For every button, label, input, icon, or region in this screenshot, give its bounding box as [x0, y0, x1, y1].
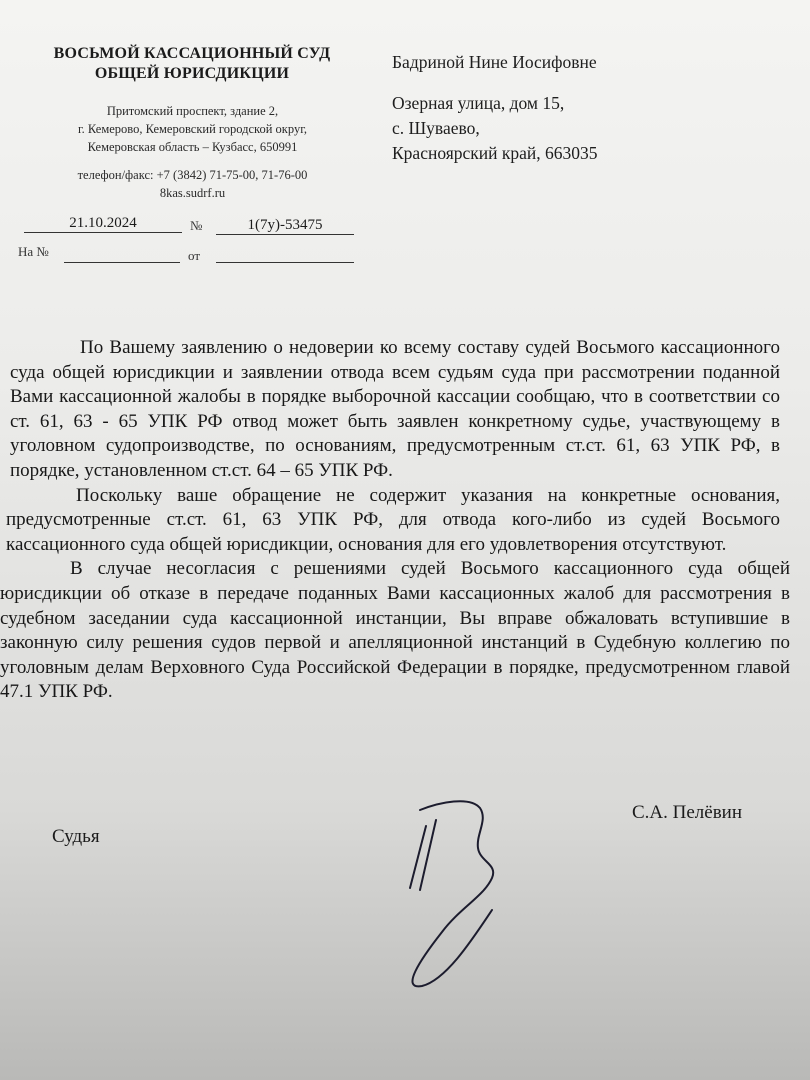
reply-from-label: от: [188, 248, 201, 263]
letter-body: [0, 336, 790, 705]
court-name-line2: ОБЩЕЙ ЮРИСДИКЦИИ: [94, 65, 290, 82]
outgoing-number: 1(7у)-53475: [216, 216, 354, 235]
judge-name: С.А. Пелёвин: [632, 802, 743, 823]
recipient-street: Озерная улица, дом 15,: [392, 93, 565, 113]
body-paragraph-3: В случае несогласия с решениями судей Восьмого кассационного суда общей юрисдикции об отказе в передаче поданных Вами кассационных жалоб для рассмотрения в судебном заседании суда кассационной инстанции, Вы вправе обжаловать вступившие в законную силу решения судов первой и апелляционной инстанций в Судебную коллегию по уголовным делам Верховного Суда Российской Федерации в порядке, предусмотренном главой 47.1 УПК РФ.: [0, 558, 790, 703]
address-line3: Кемеровская область – Кузбасс, 650991: [87, 140, 298, 154]
recipient-village: с. Шуваево,: [392, 118, 480, 138]
court-contacts: [30, 166, 355, 202]
body-paragraph-1: По Вашему заявлению о недоверии ко всему составу судей Восьмого кассационного суда общей юрисдикции и заявлении отвода всем судьям суда при рассмотрении поданной Вами кассационной жалобы в порядке выборочной кассации сообщаю, что в соответствии со ст. 61, 63 - 65 УПК РФ отвод может быть заявлен конкретному судье, участвующему в уголовном судопроизводстве, по основаниям, предусмотренным ст.ст. 61, 63 УПК РФ, в порядке, установленном ст.ст. 64 – 65 УПК РФ.: [10, 337, 780, 481]
website: 8kas.sudrf.ru: [159, 186, 226, 200]
court-name: [22, 44, 362, 84]
reply-number-blank: [64, 244, 180, 263]
reply-date-blank: [216, 244, 354, 263]
recipient-block: [392, 50, 598, 166]
address-line2: г. Кемерово, Кемеровский городской округ,: [77, 122, 308, 136]
handwritten-signature: [380, 790, 560, 1000]
phone-fax: телефон/факс: +7 (3842) 71-75-00, 71-76-00: [77, 168, 308, 182]
court-address: [30, 102, 355, 156]
body-paragraph-2: Поскольку ваше обращение не содержит указания на конкретные основания, предусмотренные ст.ст. 61, 63 УПК РФ, для отвода кого-либо из судей Восьмого кассационного суда общей юрисдикции, основания для его удовлетворения отсутствуют.: [6, 484, 780, 555]
court-name-line1: ВОСЬМОЙ КАССАЦИОННЫЙ СУД: [53, 45, 331, 62]
recipient-region: Красноярский край, 663035: [392, 143, 598, 163]
outgoing-date: 21.10.2024: [24, 214, 182, 233]
reply-number-label: На №: [18, 244, 49, 259]
number-label: №: [190, 218, 203, 233]
address-line1: Притомский проспект, здание 2,: [106, 104, 279, 118]
judge-title: Судья: [52, 826, 100, 847]
recipient-name: Бадриной Нине Иосифовне: [392, 52, 597, 72]
